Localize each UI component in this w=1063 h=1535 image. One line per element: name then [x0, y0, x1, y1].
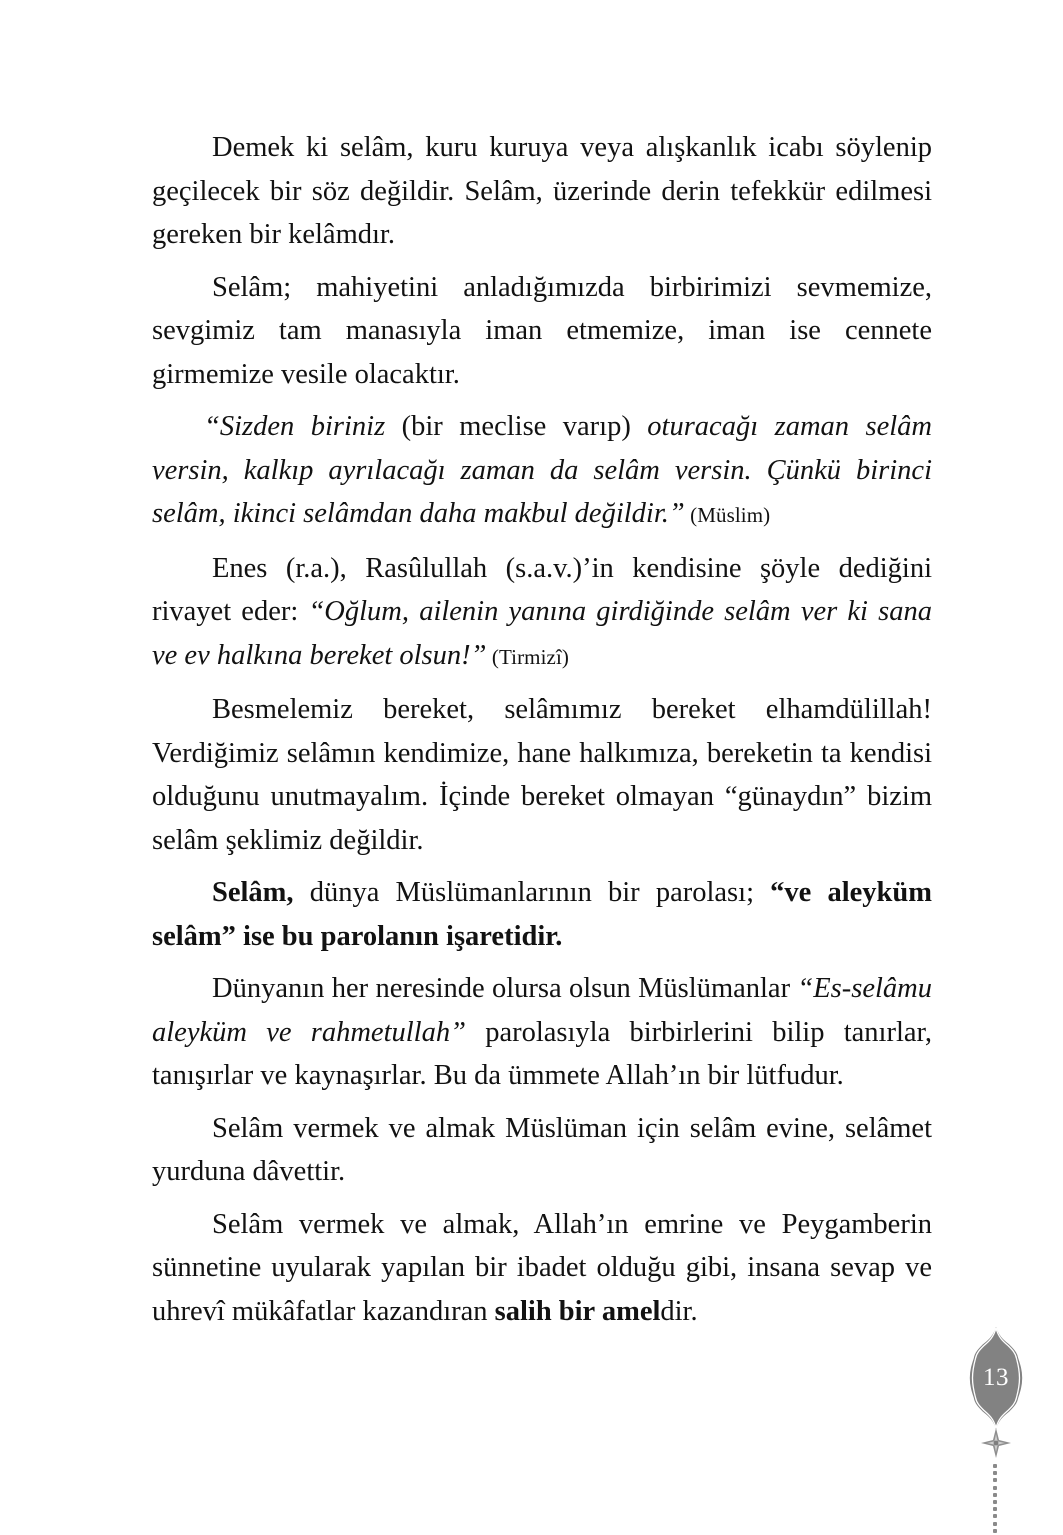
folio-dot	[993, 1522, 997, 1526]
narration-intro: Enes (r.a.), Rasûlullah (s.a.v.)’in kendisine şöyle dediğini rivayet eder:	[152, 552, 932, 627]
paragraph-7-lead: Dünyanın her neresinde olursa olsun Müslümanlar	[212, 973, 798, 1004]
paragraph-5: Besmelemiz bereket, selâmımız bereket elhamdülillah! Verdiğimiz selâmın kendimize, hane halkımıza, bereketin ta kendisi olduğunu unutmayalım. İçinde bereket olmayan “günaydın” bizim selâm şeklimiz değildir.	[152, 694, 932, 856]
folio-dot	[993, 1529, 997, 1533]
folio-dot	[993, 1493, 997, 1497]
folio-dot	[993, 1471, 997, 1475]
paragraph-9	[152, 1203, 932, 1334]
folio-dotted-rule	[993, 1464, 999, 1528]
paragraph-9-tail: dir.	[660, 1295, 698, 1327]
quote-source-tirmizi: (Tirmizî)	[486, 644, 569, 669]
quote-italic-continuation: oturacağı zaman selâm versin, kalkıp ayrılacağı zaman da selâm versin. Çünkü birinci selâm, ikinci selâmdan daha makbul değildir.”	[152, 411, 932, 529]
folio-dot	[993, 1514, 997, 1518]
folio-mandorla-icon	[965, 1322, 1027, 1434]
paragraph-6	[152, 871, 932, 958]
paragraph-7	[152, 967, 932, 1098]
folio-dot	[993, 1500, 997, 1504]
paragraph-8: Selâm vermek ve almak Müslüman için selâm evine, selâmet yurduna dâvettir.	[152, 1112, 932, 1187]
emphasis-salih-bir-amel: salih bir amel	[494, 1295, 661, 1327]
folio-dot	[993, 1486, 997, 1490]
hadith-quote-1	[152, 405, 932, 538]
folio-dot	[993, 1464, 997, 1468]
emphasis-ve-aleykum-selam: “ve aleyküm selâm” ise bu parolanın işaretidir.	[152, 877, 932, 952]
quote-roman-insert: (bir meclise varıp)	[401, 411, 631, 442]
page-number-label: 13	[983, 1364, 1009, 1391]
quote-italic-opening: “Sizden biriniz	[204, 411, 402, 442]
paragraph-9-lead: Selâm vermek ve almak, Allah’ın emrine ve Peygamberin sünnetine uyularak yapılan bir ibadet olduğu gibi, insana sevap ve uhrevî mükâfatlar kazandıran	[152, 1208, 932, 1327]
folio-dot	[993, 1507, 997, 1511]
quote-source-muslim: (Müslim)	[684, 503, 771, 527]
page-text-column	[152, 126, 932, 1333]
quote-italic-text: “Oğlum, ailenin yanına girdiğinde selâm ver ki sana ve ev halkına bereket olsun!”	[152, 596, 932, 671]
emphasis-esselamu-aleykum: “Es-selâmu aleyküm ve rahmetullah”	[152, 973, 932, 1048]
paragraph-1: Demek ki selâm, kuru kuruya veya alışkanlık icabı söylenip geçilecek bir söz değildir. Selâm, üzerinde derin tefekkür edilmesi gereken bir kelâmdır.	[152, 132, 932, 250]
folio-star-ornament-icon	[979, 1426, 1013, 1460]
paragraph-6-regular: dünya Müslümanlarının bir parolası;	[293, 877, 771, 908]
folio-dot	[993, 1478, 997, 1482]
paragraph-7-tail: parolasıyla birbirlerini bilip tanırlar, tanışırlar ve kaynaşırlar. Bu da ümmete Allah’ın bir lütfudur.	[152, 1016, 932, 1091]
hadith-quote-2	[152, 547, 932, 680]
page-number-ornament	[965, 1322, 1027, 1522]
emphasis-selam: Selâm,	[212, 877, 294, 908]
paragraph-2: Selâm; mahiyetini anladığımızda birbirimizi sevmemize, sevgimiz tam manasıyla iman etmemize, iman ise cennete girmemize vesile olacaktır.	[152, 271, 932, 390]
